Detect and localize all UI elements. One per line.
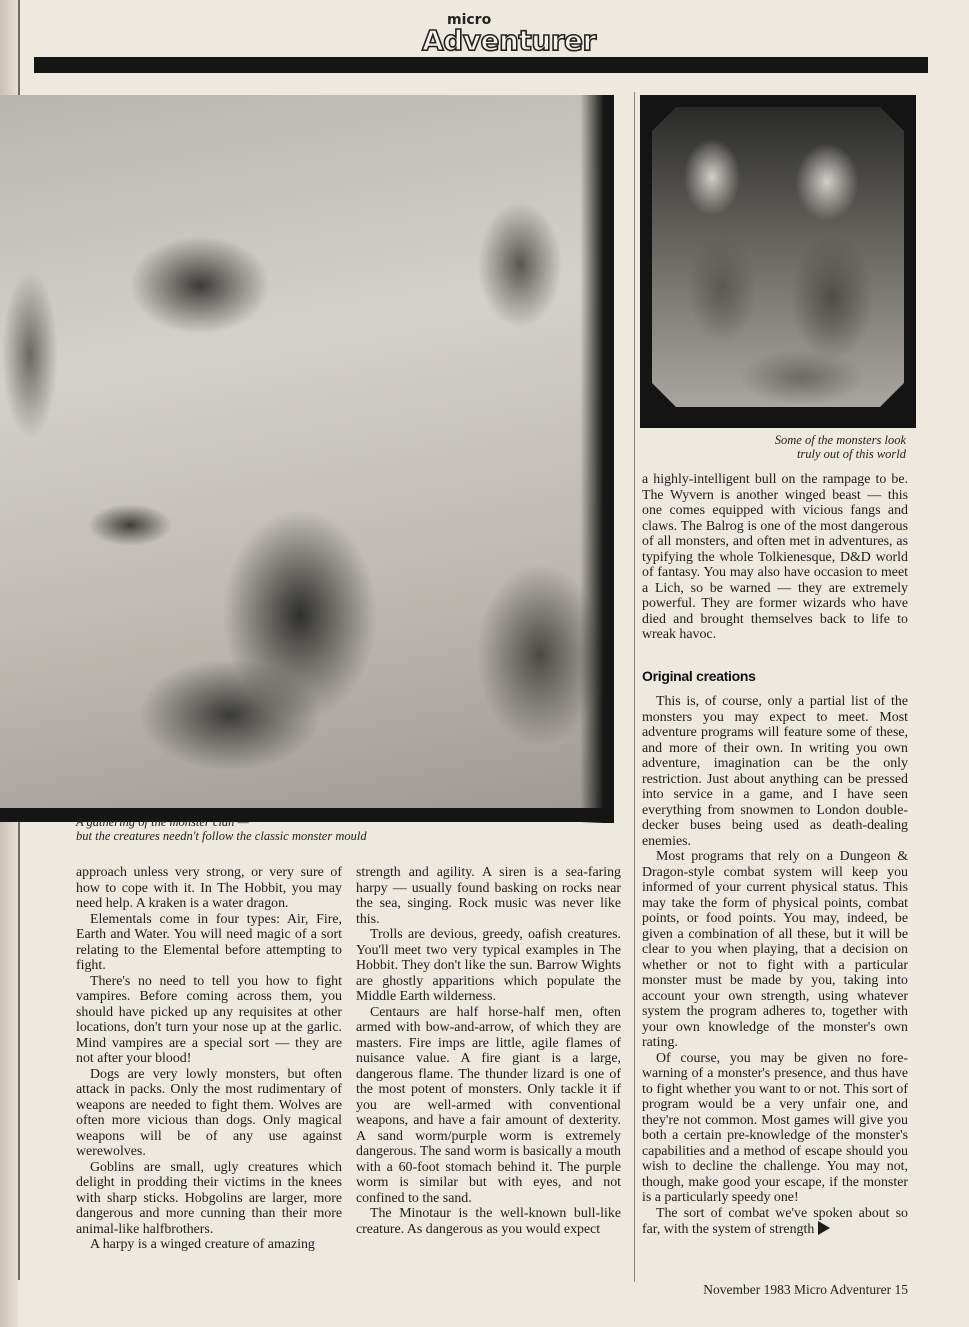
section-heading: Original creations — [642, 668, 756, 684]
photo-corner — [652, 107, 676, 131]
paragraph: The Minotaur is the well-known bull-like creature. As dangerous as you would expect — [356, 1206, 621, 1237]
masthead-logo: Adventurer — [422, 24, 596, 57]
paragraph: This is, of course, only a partial list of the monsters you may expect to meet. Most adventure programs will feature some of these, and more of their own. In writing you own adventure, imagination can be the only restriction. Just about anything can be pressed into service in a game, and I have seen everything from snowmen to London double-decker buses being used as death-dealing enemies. — [642, 694, 908, 849]
paragraph-text: The sort of combat we've spoken about so far, with the system of strength — [642, 1205, 908, 1237]
side-photo-caption — [700, 433, 906, 461]
masthead-micro: micro — [447, 12, 492, 28]
paragraph: There's no need to tell you how to fight vampires. Before coming across them, you should have picked up any requisites at other locations, don't turn your nose up at the garlic. Mind vampires are a special sort — they are not after your blood! — [76, 973, 342, 1066]
paragraph: Dogs are very lowly monsters, but often attack in packs. Only the most rudimentary of weapons are needed to fight them. Wolves are often more vicious than dogs. Only magical weapons will be of any use against werewolves. — [76, 1066, 342, 1159]
paragraph: A harpy is a winged creature of amazing — [90, 1237, 315, 1252]
alien-monsters-photo — [652, 107, 904, 407]
caption-line: but the creatures needn't follow the classic monster mould — [76, 829, 367, 843]
page-footer: November 1983 Micro Adventurer 15 — [703, 1282, 908, 1297]
column-divider — [634, 92, 635, 1282]
paragraph: a highly-intelligent bull on the rampage to be. The Wyvern is another winged beast — this one comes equipped with vicious fangs and claws. The Balrog is one of the most dangerous of all monsters, and often met in adventures, as typifying the whole Tolkienesque, D&D world of fantasy. You may also have occasion to meet a Lich, so be warned — they are extremely powerful. They are former wizards who have died and brought themselves back to life to wreak havoc. — [642, 472, 908, 642]
continue-arrow-icon — [818, 1221, 830, 1235]
main-photo-caption — [76, 815, 476, 843]
monster-gathering-photo — [0, 95, 614, 813]
column-2 — [356, 865, 621, 1237]
column-3-top — [642, 472, 908, 643]
paragraph: Goblins are small, ugly creatures which delight in prodding their victims in the knees with sharp sticks. Hobgolins are larger, more dangerous and more cunning than their more animal-like halfbrothers. — [76, 1159, 342, 1237]
paragraph: Centaurs are half horse-half men, often armed with bow-and-arrow, of which they are masters. Fire imps are little, agile flames of nuisance value. A fire giant is a large, dangerous flame. The thunder lizard is one of the most potent of monsters. Only tackle it if you are well-armed with conventional weapons, and have a fair amount of dexterity. A sand worm/purple worm is extremely dangerous. The sand worm is basically a mouth with a 60-foot stomach behind it. The purple worm is similar but with eyes, and not confined to the sand. — [356, 1004, 621, 1206]
paragraph-continued — [642, 1206, 908, 1238]
paragraph: Of course, you may be given no fore-warning of a monster's presence, and thus have to fight whether you want to or not. This sort of program would be a very unfair one, and they're not common. Most games will give you both a certain pre-knowledge of the monster's capabilities and a method of escape should you wish to decline the challenge. You may not, though, make good your escape, if the monster is a particularly speedy one! — [642, 1050, 908, 1205]
paragraph: Elementals come in four types: Air, Fire, Earth and Water. You will need magic of a sort relating to the Elemental before attempting to fight. — [76, 911, 342, 973]
paragraph: Most programs that rely on a Dungeon & Dragon-style combat system will keep you informed of your current physical status. This may take the form of physical points, combat points, or food points. You may, indeed, be given a combination of all these, but it will be clear to you when playing, that a decision on whether or not to fight with a particular monster must be made by you, taking into account your own strength, using whatever system the program adheres to, together with your own knowledge of the monster's own rating. — [642, 849, 908, 1050]
paragraph: Trolls are devious, greedy, oafish creatures. You'll meet two very typical examples in The Hobbit. They don't like the sun. Barrow Wights are ghostly apparitions which populate the Middle Earth wilderness. — [356, 927, 621, 1004]
alien-monsters-photo-frame — [640, 95, 916, 428]
header-rule — [34, 57, 928, 73]
column-1 — [76, 865, 342, 1253]
caption-line: truly out of this world — [796, 447, 906, 461]
paragraph: approach unless very strong, or very sure of how to cope with it. In The Hobbit, you may need help. A kraken is a water dragon. — [76, 865, 342, 911]
photo-shadow-right — [580, 95, 614, 823]
photo-corner — [880, 107, 904, 131]
photo-corner — [880, 383, 904, 407]
photo-corner — [652, 383, 676, 407]
paragraph: strength and agility. A siren is a sea-faring harpy — usually found basking on rocks near the sea, singing. Rock music was never like this. — [356, 865, 621, 927]
column-3 — [642, 694, 908, 1238]
caption-line: Some of the monsters look — [774, 433, 906, 447]
masthead — [0, 12, 969, 58]
caption-line: A gathering of the monster clan — — [76, 815, 249, 829]
